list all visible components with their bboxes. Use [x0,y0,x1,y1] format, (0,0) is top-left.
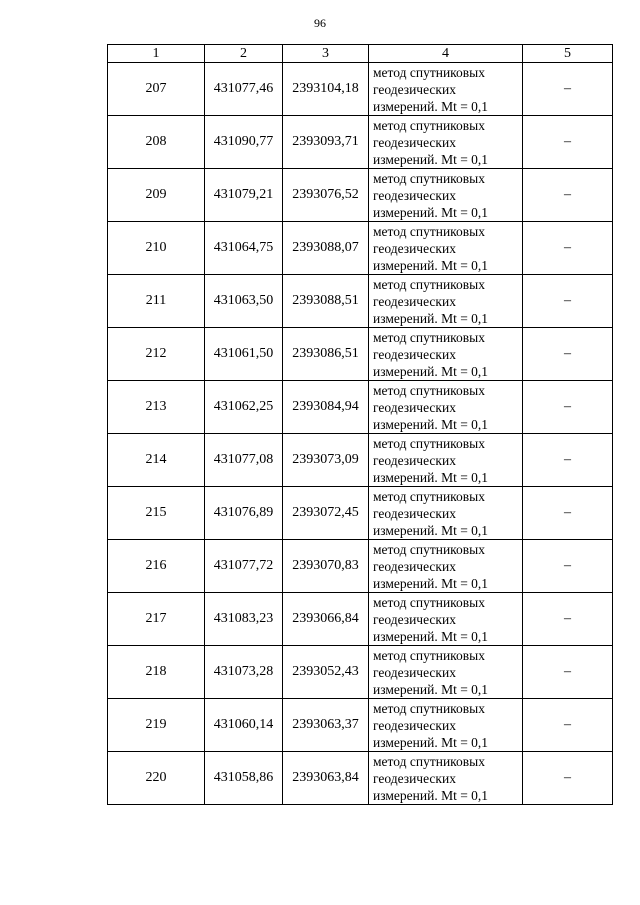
method-line: измерений. Mt = 0,1 [373,363,489,379]
table-row [108,222,613,275]
extra-cell: – [523,646,613,699]
point-number-cell: 217 [108,593,205,646]
extra-cell: – [523,540,613,593]
point-number-cell: 213 [108,381,205,434]
table-row [108,752,613,805]
x-coordinate-cell: 431077,46 [205,63,283,116]
method-line: измерений. Mt = 0,1 [373,204,489,220]
method-cell [369,752,523,805]
page-number: 96 [314,16,326,30]
method-line: измерений. Mt = 0,1 [373,98,489,114]
point-number-cell: 208 [108,116,205,169]
method-cell [369,169,523,222]
method-line: метод спутниковых [373,276,485,292]
y-coordinate-cell: 2393063,37 [283,699,369,752]
method-line: метод спутниковых [373,647,485,663]
y-coordinate-cell: 2393084,94 [283,381,369,434]
method-line: метод спутниковых [373,223,485,239]
method-line: измерений. Mt = 0,1 [373,681,489,697]
x-coordinate-cell: 431090,77 [205,116,283,169]
y-coordinate-cell: 2393052,43 [283,646,369,699]
extra-cell: – [523,434,613,487]
extra-cell: – [523,699,613,752]
y-coordinate-cell: 2393104,18 [283,63,369,116]
y-coordinate-cell: 2393063,84 [283,752,369,805]
method-line: метод спутниковых [373,64,485,80]
x-coordinate-cell: 431062,25 [205,381,283,434]
point-number-cell: 211 [108,275,205,328]
method-line: метод спутниковых [373,541,485,557]
method-line: геодезических [373,134,456,150]
method-cell [369,646,523,699]
header-col-5: 5 [523,45,613,63]
method-line: геодезических [373,452,456,468]
x-coordinate-cell: 431063,50 [205,275,283,328]
method-line: измерений. Mt = 0,1 [373,310,489,326]
method-line: измерений. Mt = 0,1 [373,522,489,538]
method-cell [369,487,523,540]
extra-cell: – [523,752,613,805]
method-line: метод спутниковых [373,170,485,186]
y-coordinate-cell: 2393088,51 [283,275,369,328]
table-row [108,487,613,540]
method-line: геодезических [373,187,456,203]
table-row [108,275,613,328]
extra-cell: – [523,487,613,540]
method-line: измерений. Mt = 0,1 [373,257,489,273]
x-coordinate-cell: 431073,28 [205,646,283,699]
x-coordinate-cell: 431083,23 [205,593,283,646]
method-line: геодезических [373,611,456,627]
table-row [108,381,613,434]
method-line: геодезических [373,399,456,415]
table-row [108,63,613,116]
method-line: геодезических [373,664,456,680]
method-line: измерений. Mt = 0,1 [373,628,489,644]
point-number-cell: 220 [108,752,205,805]
x-coordinate-cell: 431077,72 [205,540,283,593]
table-row [108,540,613,593]
method-line: геодезических [373,293,456,309]
method-line: измерений. Mt = 0,1 [373,734,489,750]
method-cell [369,434,523,487]
method-line: метод спутниковых [373,435,485,451]
table-header [108,45,613,63]
method-cell [369,222,523,275]
method-line: геодезических [373,558,456,574]
extra-cell: – [523,116,613,169]
method-line: метод спутниковых [373,117,485,133]
point-number-cell: 209 [108,169,205,222]
table-row [108,434,613,487]
method-cell [369,328,523,381]
y-coordinate-cell: 2393076,52 [283,169,369,222]
method-line: геодезических [373,81,456,97]
point-number-cell: 216 [108,540,205,593]
x-coordinate-cell: 431058,86 [205,752,283,805]
header-col-4: 4 [369,45,523,63]
method-cell [369,540,523,593]
y-coordinate-cell: 2393093,71 [283,116,369,169]
table-row [108,699,613,752]
method-cell [369,63,523,116]
x-coordinate-cell: 431077,08 [205,434,283,487]
point-number-cell: 212 [108,328,205,381]
extra-cell: – [523,63,613,116]
method-cell [369,381,523,434]
y-coordinate-cell: 2393070,83 [283,540,369,593]
method-line: метод спутниковых [373,753,485,769]
point-number-cell: 218 [108,646,205,699]
method-cell [369,593,523,646]
header-row [108,45,613,63]
table-row [108,593,613,646]
y-coordinate-cell: 2393088,07 [283,222,369,275]
method-line: измерений. Mt = 0,1 [373,575,489,591]
method-line: геодезических [373,346,456,362]
extra-cell: – [523,169,613,222]
y-coordinate-cell: 2393086,51 [283,328,369,381]
method-cell [369,699,523,752]
extra-cell: – [523,328,613,381]
method-line: измерений. Mt = 0,1 [373,416,489,432]
method-cell [369,275,523,328]
method-line: геодезических [373,240,456,256]
x-coordinate-cell: 431061,50 [205,328,283,381]
extra-cell: – [523,222,613,275]
method-line: геодезических [373,505,456,521]
x-coordinate-cell: 431060,14 [205,699,283,752]
method-line: метод спутниковых [373,700,485,716]
extra-cell: – [523,381,613,434]
table-row [108,169,613,222]
method-line: измерений. Mt = 0,1 [373,151,489,167]
method-cell [369,116,523,169]
header-col-3: 3 [283,45,369,63]
method-line: измерений. Mt = 0,1 [373,787,489,803]
table-body [108,63,613,805]
y-coordinate-cell: 2393066,84 [283,593,369,646]
point-number-cell: 215 [108,487,205,540]
method-line: геодезических [373,770,456,786]
point-number-cell: 207 [108,63,205,116]
extra-cell: – [523,593,613,646]
y-coordinate-cell: 2393072,45 [283,487,369,540]
point-number-cell: 219 [108,699,205,752]
point-number-cell: 214 [108,434,205,487]
method-line: геодезических [373,717,456,733]
x-coordinate-cell: 431079,21 [205,169,283,222]
table-row [108,328,613,381]
table-row [108,646,613,699]
method-line: метод спутниковых [373,488,485,504]
x-coordinate-cell: 431076,89 [205,487,283,540]
method-line: измерений. Mt = 0,1 [373,469,489,485]
header-col-2: 2 [205,45,283,63]
method-line: метод спутниковых [373,329,485,345]
y-coordinate-cell: 2393073,09 [283,434,369,487]
extra-cell: – [523,275,613,328]
point-number-cell: 210 [108,222,205,275]
coordinates-table [107,44,613,805]
header-col-1: 1 [108,45,205,63]
method-line: метод спутниковых [373,594,485,610]
table-row [108,116,613,169]
method-line: метод спутниковых [373,382,485,398]
x-coordinate-cell: 431064,75 [205,222,283,275]
